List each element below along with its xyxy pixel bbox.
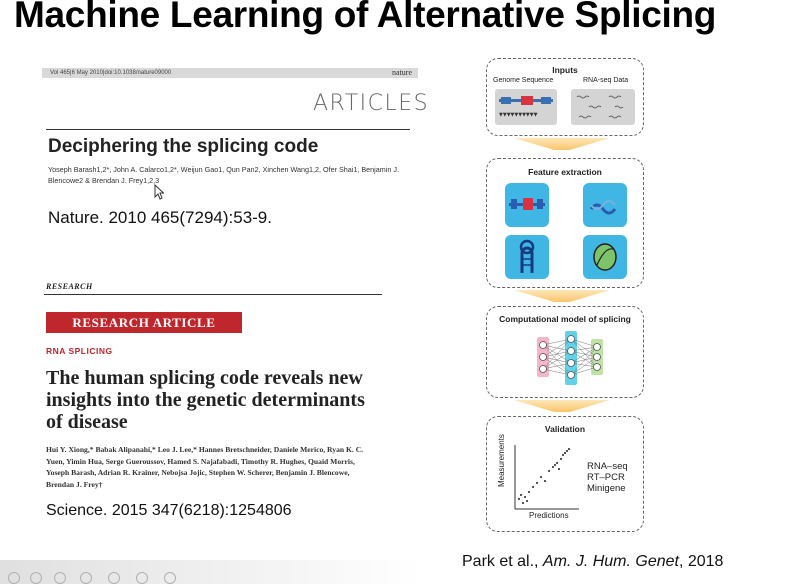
inputs-title: Inputs xyxy=(552,65,578,75)
paper2-rule xyxy=(44,294,382,295)
paper1-section: ARTICLES xyxy=(313,91,430,116)
validation-x-label: Predictions xyxy=(529,511,569,520)
paper1-citation: Nature. 2010 465(7294):53-9. xyxy=(48,208,272,227)
paper1-header-bar xyxy=(42,68,418,78)
mouse-cursor-icon xyxy=(154,184,164,203)
paper1-journal: nature xyxy=(392,68,412,77)
previous-slide-icon[interactable] xyxy=(8,572,20,584)
pointer-icon[interactable] xyxy=(80,572,92,584)
rna-hairpin-icon xyxy=(505,235,549,279)
svg-text:▼▼▼▼▼▼▼▼▼▼: ▼▼▼▼▼▼▼▼▼▼ xyxy=(499,112,538,118)
genome-sequence-icon xyxy=(495,89,557,125)
paper2-banner: RESEARCH ARTICLE SUMMARY xyxy=(46,312,242,333)
feature-extraction-title: Feature extraction xyxy=(528,167,602,177)
genome-sequence-label: Genome Sequence xyxy=(493,77,554,84)
validation-method-rnaseq: RNA–seq xyxy=(587,461,628,472)
paper2-citation: Science. 2015 347(6218):1254806 xyxy=(46,502,292,519)
flow-arrow-3 xyxy=(514,400,610,412)
paper1-title: Deciphering the splicing code xyxy=(48,136,319,157)
more-options-icon[interactable] xyxy=(164,572,176,584)
nucleosome-icon xyxy=(583,235,627,279)
zoom-icon[interactable] xyxy=(108,572,120,584)
footer-citation xyxy=(462,553,723,571)
computational-model-box xyxy=(486,306,644,398)
footer-citation-year: , 2018 xyxy=(678,553,724,570)
paper1-rule xyxy=(46,129,410,130)
rnaseq-data-label: RNA-seq Data xyxy=(583,77,629,84)
paper2-topic: RNA SPLICING xyxy=(46,346,113,356)
validation-title: Validation xyxy=(544,424,586,434)
pen-icon[interactable] xyxy=(54,572,66,584)
next-slide-icon[interactable] xyxy=(30,572,42,584)
rnaseq-data-icon xyxy=(571,89,635,125)
neural-network-icon xyxy=(531,327,611,391)
flow-arrow-1 xyxy=(514,138,610,150)
paper1-header-meta: Vol 465|6 May 2010|doi:10.1038/nature09000 xyxy=(50,70,172,76)
paper2-research-label: RESEARCH xyxy=(46,282,93,291)
feature-extraction-box xyxy=(486,158,644,288)
validation-box xyxy=(486,416,644,532)
validation-method-rtpcr: RT–PCR xyxy=(587,472,625,483)
slide-title: Machine Learning of Alternative Splicing xyxy=(14,0,717,35)
inputs-box xyxy=(486,58,644,136)
validation-method-minigene: Minigene xyxy=(587,483,626,494)
paper2-authors: Hui Y. Xiong,* Babak Alipanahi,* Leo J. Lee,* Hannes Bretschneider, Daniele Merico, Ryan K. C. Yuen, Yimin Hua, Serge Gueroussov, Hamed S. Najafabadi, Timothy R. Hughes, Quaid Morris, Yoseph Barash, Adrian R. Krainer, Nebojsa Jojic, Stephen W. Scherer, Benjamin J. Blencowe, Brendan J. Frey† xyxy=(46,445,364,489)
validation-y-label: Measurements xyxy=(497,434,506,487)
flow-arrow-2 xyxy=(514,290,610,302)
footer-citation-journal: Am. J. Hum. Genet xyxy=(542,553,679,570)
rna-helix-icon xyxy=(583,183,627,227)
paper1-authors: Yoseph Barash1,2*, John A. Calarco1,2*, Weijun Gao1, Qun Pan2, Xinchen Wang1,2, Ofer Shai1, Benjamin J. Blencowe2 & Brendan J. Frey1,2,3 xyxy=(48,165,399,185)
computational-model-title: Computational model of splicing xyxy=(499,314,631,324)
slides-grid-icon[interactable] xyxy=(136,572,148,584)
footer-citation-authors: Park et al., xyxy=(462,553,543,570)
paper2-title: The human splicing code reveals new insights into the genetic determinants of disease xyxy=(46,367,365,433)
exon-motif-icon xyxy=(505,183,549,227)
